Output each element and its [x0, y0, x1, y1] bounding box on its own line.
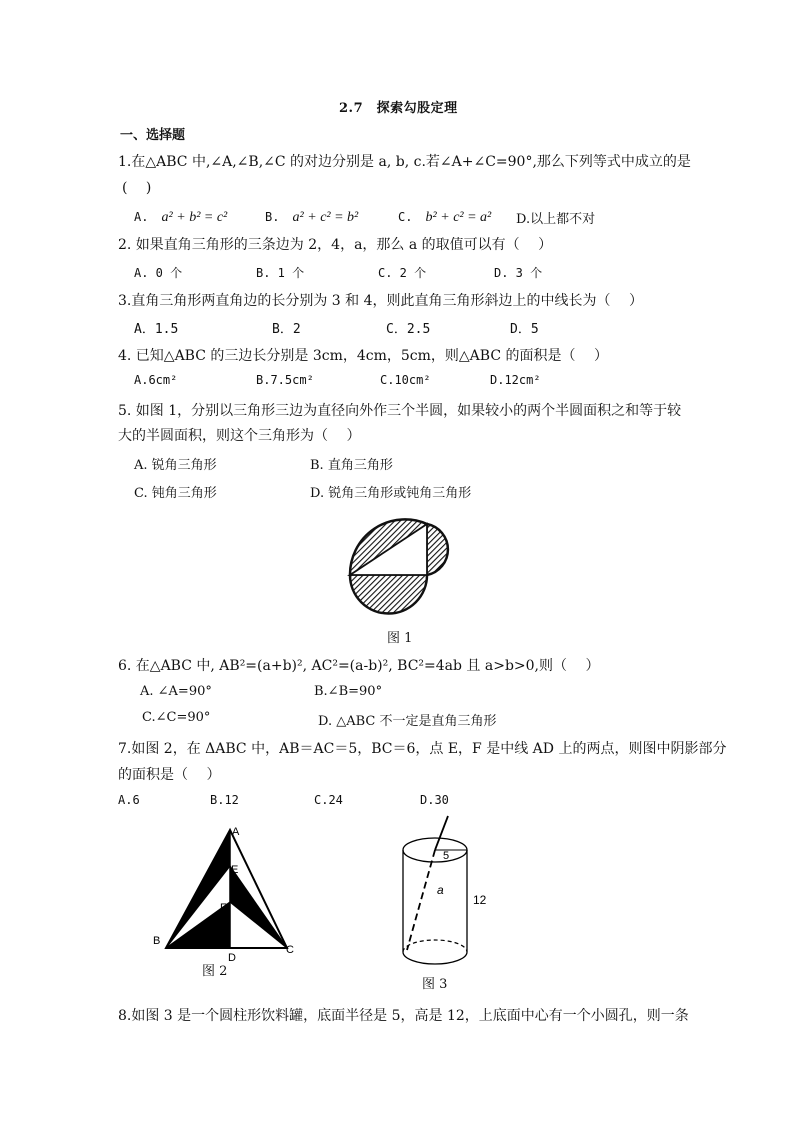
- label-radius: 5: [443, 850, 450, 862]
- question-3-option-c: C．2.5: [386, 322, 431, 337]
- question-4-option-c: C.10cm²: [380, 373, 431, 387]
- label-d: D: [228, 952, 236, 964]
- question-6-option-b: B.∠B=90°: [314, 684, 383, 699]
- question-4-option-d: D.12cm²: [490, 373, 541, 387]
- label-f: F: [220, 902, 227, 914]
- label-e: E: [231, 864, 239, 876]
- question-2-option-d: D. 3 个: [494, 266, 543, 280]
- figure-2-caption: 图 2: [202, 964, 228, 979]
- figure-3-caption: 图 3: [422, 977, 448, 992]
- option-letter: B.: [265, 210, 280, 224]
- option-formula: a² + b² = c²: [161, 210, 228, 225]
- figure-3-cylinder: [395, 812, 505, 977]
- question-3-option-d: D．5: [510, 322, 539, 337]
- question-4-option-b: B.7.5cm²: [256, 373, 314, 387]
- question-6-option-a: A. ∠A=90°: [140, 684, 212, 699]
- figure-1-caption: 图 1: [387, 631, 413, 646]
- question-5-text-cont: 大的半圆面积，则这个三角形为（ ）: [118, 428, 361, 444]
- question-7-option-c: C.24: [314, 793, 343, 807]
- question-3-option-a: A．1.5: [134, 322, 179, 337]
- section-heading: 一、选择题: [120, 128, 186, 143]
- figure-1-semicircles: [330, 500, 470, 620]
- question-1-blank: ( ): [122, 180, 152, 196]
- page-title: 2.7 探索勾股定理: [339, 101, 458, 116]
- question-5-option-c: C. 钝角三角形: [134, 486, 217, 501]
- option-letter: A.: [134, 210, 149, 224]
- label-a: A: [232, 826, 240, 838]
- question-5-option-b: B. 直角三角形: [310, 458, 393, 473]
- question-1-option-d: D.以上都不对: [516, 212, 596, 227]
- question-2-option-b: B. 1 个: [256, 266, 305, 280]
- question-1-text: 1.在△ABC 中,∠A,∠B,∠C 的对边分别是 a, b, c.若∠A+∠C=90°,那么下列等式中成立的是: [118, 154, 691, 170]
- question-1-option-a: [134, 206, 227, 226]
- question-5-option-d: D. 锐角三角形或钝角三角形: [310, 486, 472, 501]
- question-2-text: 2. 如果直角三角形的三条边为 2，4，a，那么 a 的取值可以有（ ）: [118, 237, 553, 253]
- question-1-option-c: [398, 206, 491, 226]
- question-2-option-c: C. 2 个: [378, 266, 427, 280]
- question-7-option-b: B.12: [210, 793, 239, 807]
- question-3-option-b: B．2: [272, 322, 301, 337]
- label-straw: a: [437, 883, 444, 897]
- option-letter: C.: [398, 210, 413, 224]
- question-4-option-a: A.6cm²: [134, 373, 178, 387]
- label-b: B: [153, 935, 161, 947]
- question-7-option-d: D.30: [420, 793, 449, 807]
- question-5-option-a: A. 锐角三角形: [134, 458, 217, 473]
- question-2-option-a: A. 0 个: [134, 266, 183, 280]
- question-6-option-d: D. △ABC 不一定是直角三角形: [318, 714, 497, 729]
- question-7-option-a: A.6: [118, 793, 140, 807]
- figure-2-triangle: [150, 820, 310, 980]
- question-4-text: 4. 已知△ABC 的三边长分别是 3cm，4cm，5cm，则△ABC 的面积是（ ）: [118, 348, 608, 364]
- option-formula: a² + c² = b²: [292, 210, 359, 225]
- question-8-text: 8.如图 3 是一个圆柱形饮料罐，底面半径是 5，高是 12，上底面中心有一个小圆孔，则一条: [118, 1008, 689, 1024]
- question-5-text: 5. 如图 1，分别以三角形三边为直径向外作三个半圆，如果较小的两个半圆面积之和等于较: [118, 403, 682, 419]
- question-7-text-cont: 的面积是（ ）: [118, 767, 221, 783]
- label-height: 12: [473, 893, 487, 907]
- label-c: C: [286, 944, 294, 956]
- option-formula: b² + c² = a²: [425, 210, 492, 225]
- question-6-option-c: C.∠C=90°: [142, 710, 211, 725]
- question-7-text: 7.如图 2，在 ΔABC 中，AB＝AC＝5，BC＝6，点 E，F 是中线 AD 上的两点，则图中阴影部分: [118, 741, 727, 757]
- question-6-text: 6. 在△ABC 中, AB²=(a+b)², AC²=(a-b)², BC²=4ab 且 a>b>0,则（ ）: [118, 658, 600, 674]
- question-3-text: 3.直角三角形两直角边的长分别为 3 和 4，则此直角三角形斜边上的中线长为（ ）: [118, 293, 643, 309]
- question-1-option-b: [265, 206, 358, 226]
